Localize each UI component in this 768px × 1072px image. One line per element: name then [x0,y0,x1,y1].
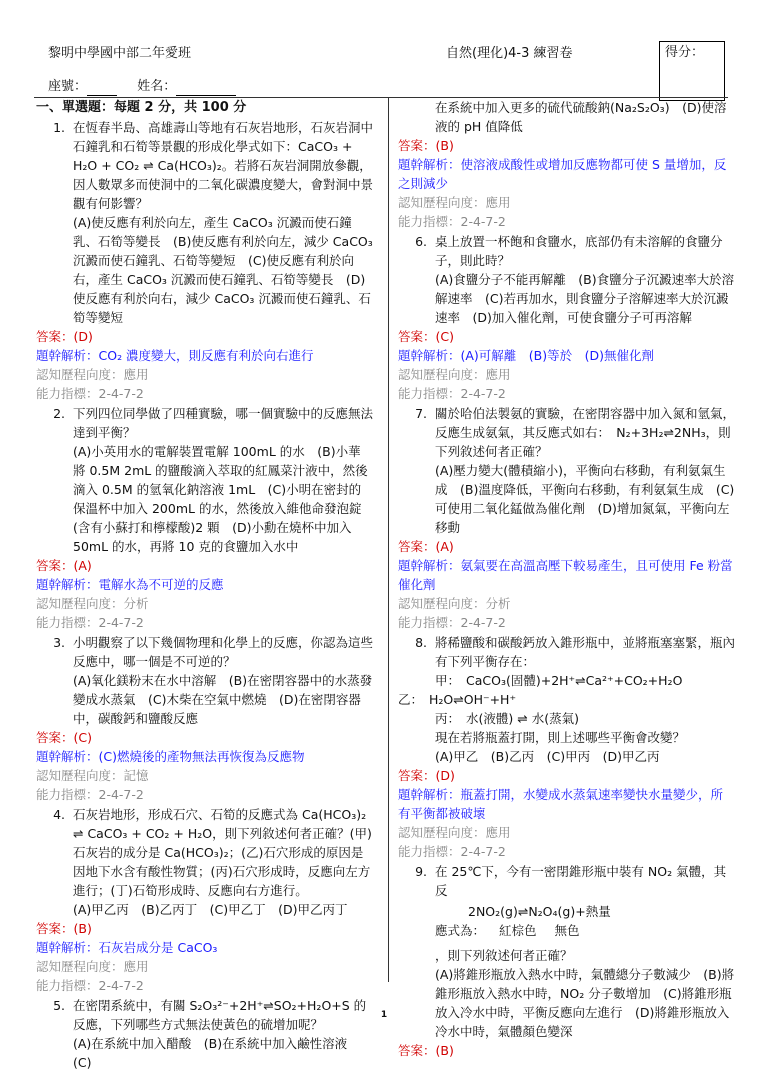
equation-text: 水(液體) ⇌ 水(蒸氣) [466,711,579,726]
question-8 [398,633,735,671]
column-divider [388,97,389,982]
equation-b [398,690,735,709]
question-options: 在系統中加入更多的硫代硫酸鈉(Na₂S₂O₃) (D)使溶液的 pH 值降低 [435,100,727,134]
question-text: 在 25℃下，今有一密閉錐形瓶中裝有 NO₂ 氣體，其反 [435,864,727,898]
question-options: (A)壓力變大(體積縮小)，平衡向右移動，有利氨氣生成 (B)溫度降低，平衡向右移動，有利氨氣生成 (C)可使用二氧化錳做為催化劑 (D)增加氮氣，平衡向左移動 [435,463,735,535]
question-number: 6. [415,234,427,249]
equation-label: 應式為： [435,923,486,938]
question-number: 7. [415,406,427,421]
analysis: 題幹解析：(A)可解離 (B)等於 (D)無催化劑 [398,348,655,363]
analysis: 題幹解析：(C)燃燒後的產物無法再恢復為反應物 [36,749,305,764]
ability-index: 能力指標：2-4-7-2 [36,787,144,802]
analysis: 題幹解析：使溶液成酸性或增加反應物都可使 S 量增加，反之則減少 [398,157,727,191]
question-options: (A)使反應有利於向左，產生 CaCO₃ 沉澱而使石鐘乳、石筍等變長 (B)使反應有利於向左，減少 CaCO₃ 沉澱而使石鐘乳、石筍等變短 (C)使反應有利於向右，產生 CaCO₃ 沉澱而使石鐘乳、石筍等變長 (D)使反應有利於向右，減少 CaCO₃ 沉澱而使石鐘乳、石筍等變短 [73,215,373,325]
answer: 答案：(C) [398,329,454,344]
answer: 答案：(B) [398,138,454,153]
cognitive-level: 認知歷程向度：應用 [398,195,511,210]
question-number: 3. [53,635,65,650]
cognitive-level: 認知歷程向度：分析 [398,596,511,611]
analysis: 題幹解析：石灰岩成分是 CaCO₃ [36,940,218,955]
answer: 答案：(C) [36,730,92,745]
ability-index: 能力指標：2-4-7-2 [398,615,506,630]
question-number: 2. [53,406,65,421]
school-class: 黎明中學國中部二年愛班 [48,46,192,61]
equation-text: H₂O⇌OH⁻+H⁺ [429,692,517,707]
name-blank[interactable] [176,95,236,96]
ability-index: 能力指標：2-4-7-2 [36,615,144,630]
question-6 [398,232,735,270]
equation-row [398,921,735,940]
question-text: 下列四位同學做了四種實驗，哪一個實驗中的反應無法達到平衡？ [73,406,374,440]
page-number: 1 [380,1010,388,1020]
question-4 [36,805,373,900]
question-9 [398,862,735,900]
question-options: (A)甲乙丙 (B)乙丙丁 (C)甲乙丁 (D)甲乙丙丁 [73,902,348,917]
equation-a [398,671,735,690]
question-number: 4. [53,807,65,822]
analysis: 題幹解析：電解水為不可逆的反應 [36,577,224,592]
question-options: (A)食鹽分子不能再解離 (B)食鹽分子沉澱速率大於溶解速率 (C)若再加水，則食鹽分子溶解速率大於沉澱速率 (D)加入催化劑，可使食鹽分子可再溶解 [435,272,735,325]
answer: 答案：(B) [398,1043,454,1058]
answer: 答案：(D) [398,768,455,783]
question-text: 桌上放置一杯飽和食鹽水，底部仍有未溶解的食鹽分子，則此時？ [435,234,723,268]
ability-index: 能力指標：2-4-7-2 [36,386,144,401]
cognitive-level: 認知歷程向度：應用 [398,367,511,382]
question-text: 關於哈伯法製氨的實驗，在密閉容器中加入氮和氫氣，反應生成氨氣，其反應式如右： N₂+3H₂⇌2NH₃，則下列敘述何者正確？ [435,406,736,459]
seat-blank[interactable] [87,95,117,96]
question-options: (A)氧化鎂粉末在水中溶解 (B)在密閉容器中的水蒸發變成水蒸氣 (C)木柴在空氣中燃燒 (D)在密閉容器中，碳酸鈣和鹽酸反應 [73,673,373,726]
equation-label: 甲： [435,673,461,688]
question-number: 9. [415,864,427,879]
analysis: 題幹解析：CO₂ 濃度變大，則反應有利於向右進行 [36,348,314,363]
equation-text: CaCO₃(固體)+2H⁺⇌Ca²⁺+CO₂+H₂O [466,673,683,688]
cognitive-level: 認知歷程向度：分析 [36,596,149,611]
equation-text: 2NO₂(g)⇌N₂O₄(g)+熱量 [468,904,611,919]
question-text: 在密閉系統中，有關 S₂O₃²⁻+2H⁺⇌SO₂+H₂O+S 的反應，下列哪些方式無法使黃色的硫增加呢？ [73,998,367,1032]
ability-index: 能力指標：2-4-7-2 [36,978,144,993]
question-text: 將稀鹽酸和碳酸鈣放入錐形瓶中，並將瓶塞塞緊，瓶內有下列平衡存在： [435,635,736,669]
question-subtext: 現在若將瓶蓋打開，則上述哪些平衡會改變？ [435,730,686,745]
cognitive-level: 認知歷程向度：應用 [398,825,511,840]
question-number: 5. [53,998,65,1013]
seat-field[interactable] [48,77,236,96]
reactant-color: 紅棕色 [499,923,537,938]
answer: 答案：(B) [36,921,92,936]
equation-label: 乙： [398,692,424,707]
product-color: 無色 [554,923,580,938]
question-1 [36,118,373,213]
cognitive-level: 認知歷程向度：應用 [36,959,149,974]
question-options: (A)將錐形瓶放入熱水中時，氣體總分子數減少 (B)將錐形瓶放入熱水中時，NO₂ 分子數增加 (C)將錐形瓶放入冷水中時，平衡反應向左進行 (D)將錐形瓶放入冷水中時，氣體顏色變深 [435,967,735,1039]
question-7 [398,404,735,461]
question-options: (A)甲乙 (B)乙丙 (C)甲丙 (D)甲乙丙 [435,749,660,764]
question-options: (A)小英用水的電解裝置電解 100mL 的水 (B)小華將 0.5M 2mL 的鹽酸滴入萃取的紅鳳菜汁液中，然後滴入 0.5M 的氫氧化鈉溶液 1mL (C)小明在密封的保溫杯中加入 200mL 的水，然後放入維他命發泡錠(含有小蘇打和檸檬酸)2 顆 (D)小勳在燒杯中加入 50mL 的水，再將 10 克的食鹽加入水中 [73,444,368,554]
analysis: 題幹解析：氨氣要在高溫高壓下較易產生，且可使用 Fe 粉當催化劑 [398,558,733,592]
equation-label: 丙： [435,711,461,726]
question-options: (A)在系統中加入醋酸 (B)在系統中加入鹼性溶液 (C) [73,1036,360,1070]
score-label: 得分： [665,45,705,60]
question-2 [36,404,373,442]
question-3 [36,633,373,671]
question-number: 1. [53,120,65,135]
question-subtext: ，則下列敘述何者正確？ [435,948,573,963]
question-number: 8. [415,635,427,650]
section-title: 一、單選題：每題 2 分，共 100 分 [36,100,247,115]
analysis: 題幹解析：瓶蓋打開，水變成水蒸氣速率變快水量變少，所有平衡都被破壞 [398,787,724,821]
left-column [36,98,373,1072]
worksheet-title: 自然(理化)4-3 練習卷 [446,46,573,61]
cognitive-level: 認知歷程向度：記憶 [36,768,149,783]
ability-index: 能力指標：2-4-7-2 [398,386,506,401]
answer: 答案：(A) [36,558,92,573]
score-box[interactable] [659,41,725,101]
cognitive-level: 認知歷程向度：應用 [36,367,149,382]
question-text: 小明觀察了以下幾個物理和化學上的反應，你認為這些反應中，哪一個是不可逆的？ [73,635,374,669]
name-label: 姓名： [137,79,177,94]
answer: 答案：(A) [398,539,454,554]
question-text: 石灰岩地形，形成石穴、石筍的反應式為 Ca(HCO₃)₂ ⇌ CaCO₃ + CO₂ + H₂O，則下列敘述何者正確？(甲)石灰岩的成分是 Ca(HCO₃)₂；(乙)石穴形成的原因是因地下水含有酸性物質；(丙)石穴形成時，反應向左方進行；(丁)石筍形成時、反應向右方進行。 [73,807,372,898]
ability-index: 能力指標：2-4-7-2 [398,844,506,859]
equation-c [398,709,735,728]
ability-index: 能力指標：2-4-7-2 [398,214,506,229]
answer: 答案：(D) [36,329,93,344]
right-column [398,98,735,1060]
seat-label: 座號： [48,79,88,94]
question-text: 在恆春半島、高雄壽山等地有石灰岩地形，石灰岩洞中石鐘乳和石筍等景觀的形成化學式如下：CaCO₃ + H₂O + CO₂ ⇌ Ca(HCO₃)₂。若將石灰岩洞開放參觀，因人數眾多而使洞中的二氧化碳濃度變大，會對洞中景觀有何影響？ [73,120,374,211]
